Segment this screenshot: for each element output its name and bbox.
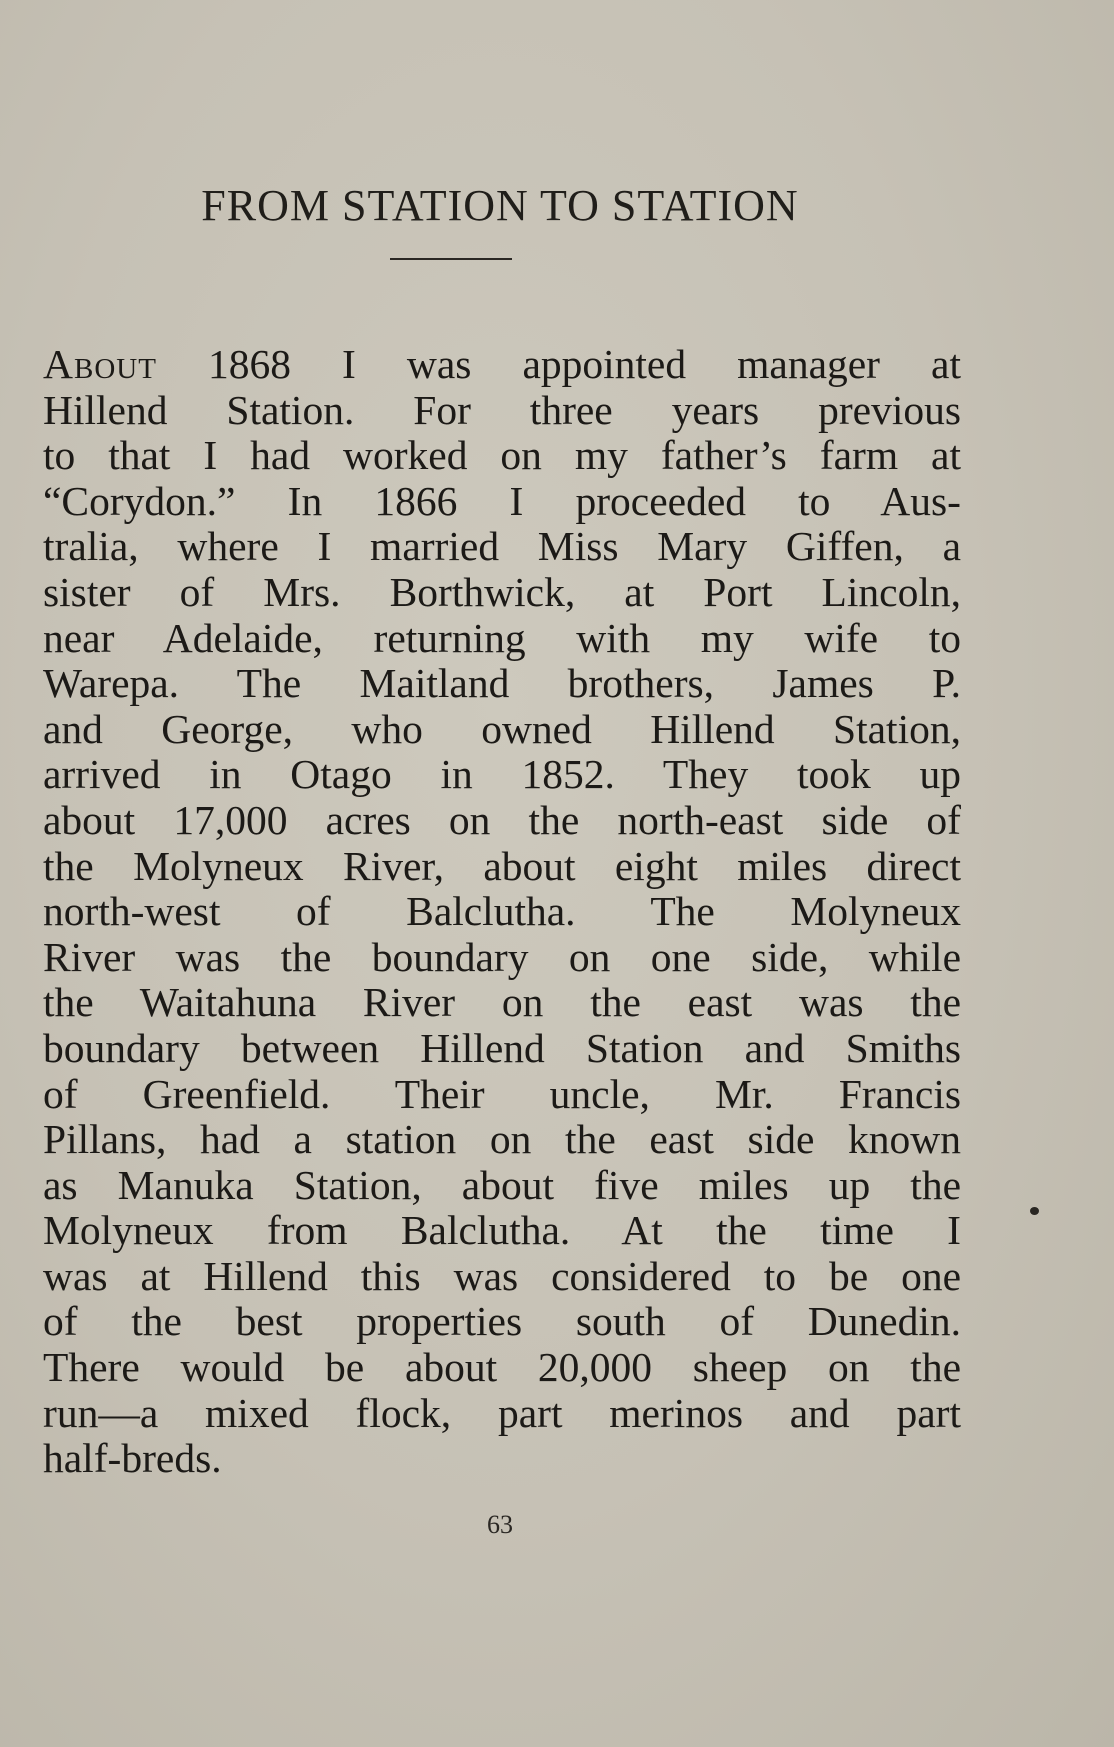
text-line: Molyneux from Balclutha. At the time I <box>43 1207 961 1254</box>
text-line: There would be about 20,000 sheep on the <box>43 1344 961 1391</box>
text-line: run—a mixed flock, part merinos and part <box>43 1389 961 1436</box>
text-line: of Greenfield. Their uncle, Mr. Francis <box>43 1070 961 1117</box>
first-word: About <box>43 341 157 387</box>
text-line: “Corydon.” In 1866 I proceeded to Aus- <box>43 477 961 524</box>
text-line: River was the boundary on one side, while <box>43 933 961 980</box>
text-line: to that I had worked on my father’s farm at <box>43 432 961 479</box>
text-line: the Waitahuna River on the east was the <box>43 979 961 1026</box>
ink-speck <box>1030 1207 1039 1215</box>
text-line: Pillans, had a station on the east side known <box>43 1116 961 1163</box>
text-line: tralia, where I married Miss Mary Giffen, a <box>43 523 961 570</box>
text-line: and George, who owned Hillend Station, <box>43 705 961 752</box>
chapter-title: FROM STATION TO STATION <box>201 181 799 230</box>
text-line: north-west of Balclutha. The Molyneux <box>43 888 961 935</box>
text-line: arrived in Otago in 1852. They took up <box>43 751 961 798</box>
text-line: About 1868 I was appointed manager at <box>43 341 961 387</box>
text-line: Warepa. The Maitland brothers, James P. <box>43 660 961 707</box>
title-rule <box>390 258 512 260</box>
text-line: of the best properties south of Dunedin. <box>43 1298 961 1345</box>
text-line: about 17,000 acres on the north-east side of <box>43 796 961 843</box>
body-paragraph <box>43 342 961 1482</box>
text-line: boundary between Hillend Station and Smiths <box>43 1024 961 1071</box>
text-line: near Adelaide, returning with my wife to <box>43 614 961 661</box>
text-line: was at Hillend this was considered to be one <box>43 1252 961 1299</box>
text-line: as Manuka Station, about five miles up the <box>43 1161 961 1208</box>
page-number: 63 <box>487 1510 513 1539</box>
text-line: Hillend Station. For three years previous <box>43 386 961 433</box>
text-line: sister of Mrs. Borthwick, at Port Lincoln, <box>43 568 961 615</box>
text-line: the Molyneux River, about eight miles direct <box>43 842 961 889</box>
text-line-last: half-breds. <box>43 1435 222 1482</box>
